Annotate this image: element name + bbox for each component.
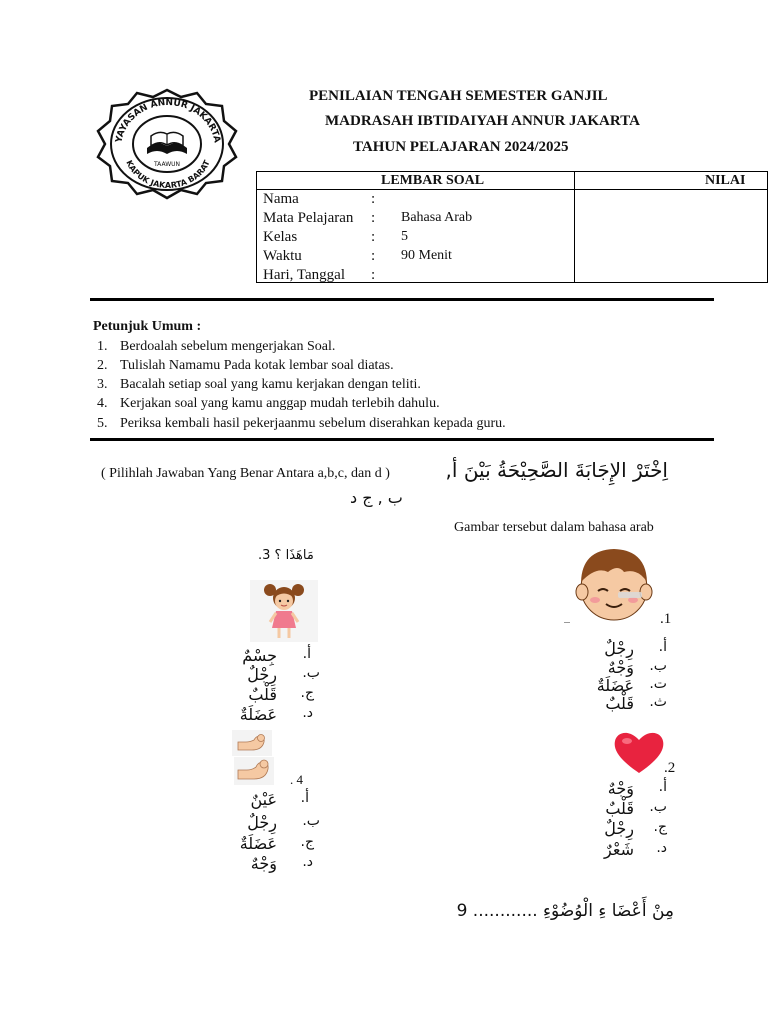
q1-option-d[interactable]: ث. قَلْبٌ (605, 694, 667, 713)
exam-title: PENILAIAN TENGAH SEMESTER GANJIL (309, 88, 608, 104)
q4-option-b[interactable]: ب. رِجْلٌ (247, 813, 320, 832)
row-waktu: Waktu : 90 Menit (263, 248, 452, 264)
q1-option-c[interactable]: ت. عَضَلَةٌ (596, 676, 667, 695)
q3-option-a[interactable]: أ. جِسْمٌ (242, 646, 311, 665)
heart-image (612, 728, 666, 776)
section-instruction-arabic-cont: ب , ج د (350, 488, 403, 507)
q9-text: مِنْ أَعْضَا ءِ الْوُضُوْءِ ............ 9 (456, 901, 674, 921)
q2-option-a[interactable]: أ. وَجْهٌ (607, 779, 667, 798)
section-subtitle: Gambar tersebut dalam bahasa arab (454, 520, 654, 535)
divider-top (90, 298, 714, 301)
image-mark (564, 622, 570, 623)
instruction-item: 3. Bacalah setiap soal yang kamu kerjakan dengan teliti. (97, 377, 421, 392)
subject-value: Bahasa Arab (401, 210, 473, 225)
boy-face-image (568, 542, 660, 624)
instruction-item: 4. Kerjakan soal yang kamu anggap mudah terlebih dahulu. (97, 396, 440, 411)
divider-bottom (90, 438, 714, 441)
q1-option-a[interactable]: أ. رِجْلٌ (604, 639, 667, 658)
q2-option-b[interactable]: ب. قَلْبٌ (605, 799, 667, 818)
q4-option-c[interactable]: ج. عَضَلَةٌ (239, 834, 314, 853)
section-instruction-arabic: اِخْتَرْ الإِجَابَةَ الصَّحِيْحَةُ بَيْنَ أ, (445, 458, 668, 482)
time-value: 90 Menit (401, 248, 452, 263)
logo-top-text: YAYASAN ANNUR JAKARTA (114, 98, 222, 144)
nilai-header: NILAI (705, 173, 746, 188)
instruction-item: 1. Berdoalah sebelum mengerjakan Soal. (97, 339, 336, 354)
girl-image (250, 580, 318, 642)
row-nama: Nama : (263, 191, 376, 207)
class-value: 5 (401, 229, 408, 244)
info-table (256, 171, 768, 283)
academic-year: TAHUN PELAJARAN 2024/2025 (353, 139, 569, 155)
arm-muscle-image-small (232, 730, 272, 756)
q2-option-d[interactable]: د. شَعْرٌ (604, 840, 667, 859)
q4-number: . 4 (290, 772, 303, 787)
q3-option-d[interactable]: د. عَضَلَةٌ (239, 705, 313, 724)
logo-bottom-text: KAPUK JAKARTA BARAT (124, 158, 212, 190)
row-hari-tanggal: Hari, Tanggal : (263, 267, 376, 283)
q3-option-c[interactable]: ج. قَلْبٌ (248, 685, 314, 704)
q1-number: .1 (660, 611, 672, 627)
school-name: MADRASAH IBTIDAIYAH ANNUR JAKARTA (325, 113, 640, 129)
q2-option-c[interactable]: ج. رِجْلٌ (604, 819, 667, 838)
instructions-title: Petunjuk Umum : (93, 319, 202, 334)
section-instruction-latin: ( Pilihlah Jawaban Yang Benar Antara a,b,c, dan d ) (101, 466, 390, 481)
q3-prompt: مَاهَذَا ؟ 3. (258, 548, 314, 563)
arm-muscle-image (234, 757, 274, 785)
school-logo (95, 88, 240, 200)
instruction-item: 2. Tulislah Namamu Pada kotak lembar soal diatas. (97, 358, 394, 373)
instruction-item: 5. Periksa kembali hasil pekerjaanmu sebelum diserahkan kepada guru. (97, 416, 506, 431)
q3-option-b[interactable]: ب. رِجْلٌ (247, 665, 320, 684)
logo-motto: TAAWUN (153, 161, 181, 168)
q4-option-a[interactable]: أ. عَيْنٌ (250, 790, 309, 809)
row-kelas: Kelas : 5 (263, 229, 408, 245)
table-title: LEMBAR SOAL (381, 173, 485, 188)
row-mata-pelajaran: Mata Pelajaran : Bahasa Arab (263, 210, 473, 226)
q2-number: .2 (664, 760, 676, 776)
q1-option-b[interactable]: ب. وَجْهٌ (607, 658, 667, 677)
q4-option-d[interactable]: د. وَجْهٌ (250, 854, 313, 873)
